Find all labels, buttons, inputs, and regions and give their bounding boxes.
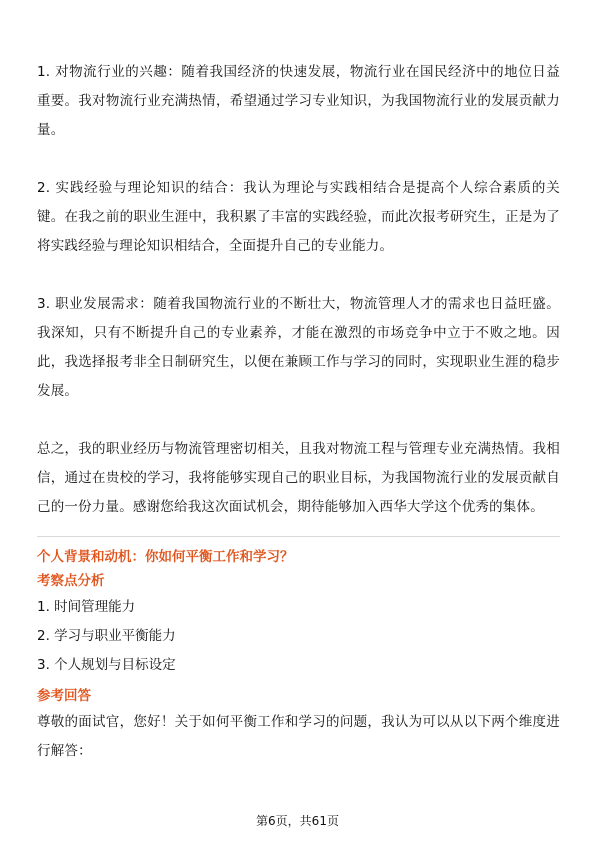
question-title: 个人背景和动机：你如何平衡工作和学习？ <box>37 549 294 565</box>
analysis-point: 2. 学习与职业平衡能力 <box>37 628 176 644</box>
analysis-point: 3. 个人规划与目标设定 <box>37 657 176 673</box>
analysis-heading: 考察点分析 <box>37 573 105 589</box>
page-footer: 第6页，共61页 <box>256 814 339 828</box>
answer-heading: 参考回答 <box>37 688 91 704</box>
paragraph-practice-theory: 2. 实践经验与理论知识的结合：我认为理论与实践相结合是提高个人综合素质的关键。在我之前的职业生涯中，我积累了丰富的实践经验，而此次报考研究生，正是为了将实践经验与理论知识相结合，全面提升自己的专业能力。 <box>37 180 560 254</box>
paragraph-conclusion: 总之，我的职业经历与物流管理密切相关，且我对物流工程与管理专业充满热情。我相信，通过在贵校的学习，我将能够实现自己的职业目标，为我国物流行业的发展贡献自己的一份力量。感谢您给我这次面试机会，期待能够加入西华大学这个优秀的集体。 <box>37 441 560 515</box>
paragraph-career-needs: 3. 职业发展需求：随着我国物流行业的不断壮大，物流管理人才的需求也日益旺盛。我深知，只有不断提升自己的专业素养，才能在激烈的市场竞争中立于不败之地。因此，我选择报考非全日制研究生，以便在兼顾工作与学习的同时，实现职业生涯的稳步发展。 <box>37 296 560 399</box>
section-divider <box>37 536 560 537</box>
answer-intro: 尊敬的面试官，您好！关于如何平衡工作和学习的问题，我认为可以从以下两个维度进行解答： <box>37 714 560 759</box>
analysis-point: 1. 时间管理能力 <box>37 599 136 615</box>
paragraph-interest: 1. 对物流行业的兴趣：随着我国经济的快速发展，物流行业在国民经济中的地位日益重要。我对物流行业充满热情，希望通过学习专业知识，为我国物流行业的发展贡献力量。 <box>37 64 560 138</box>
page-content <box>37 58 560 766</box>
